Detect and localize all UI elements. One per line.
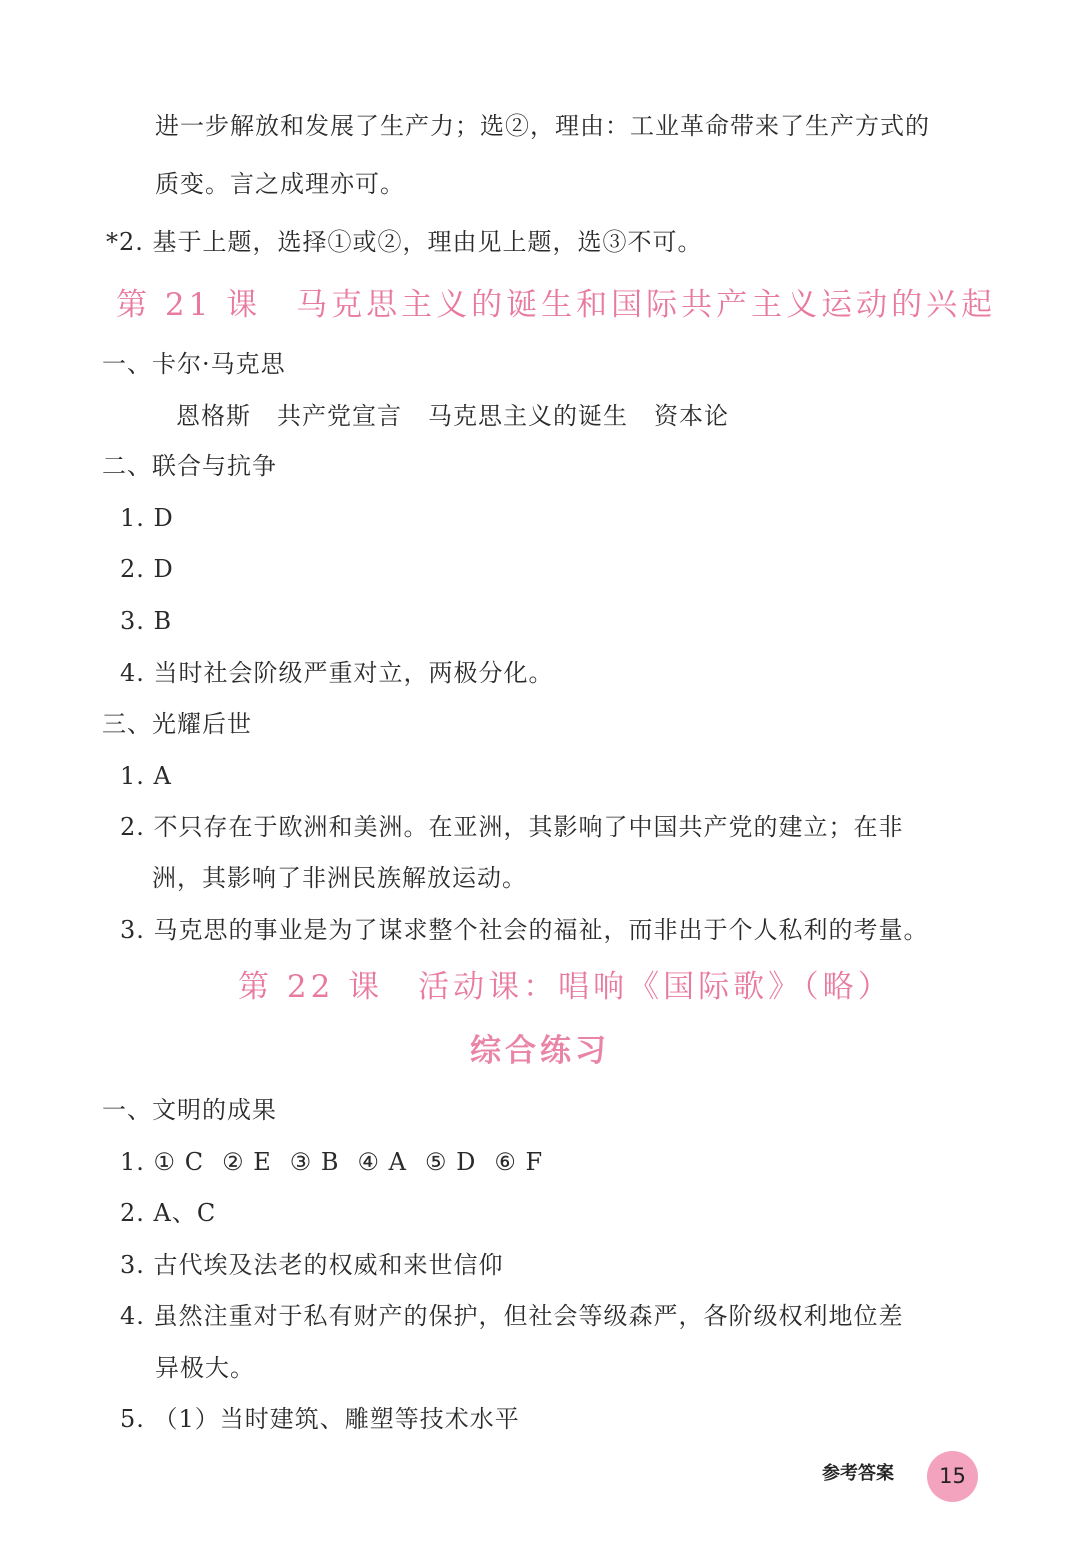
matching-answer: ⑤ D [425,1148,477,1176]
matching-answer: ① C [153,1148,205,1176]
section-heading: 一、卡尔·马克思 [102,350,286,378]
section-heading: 一、文明的成果 [102,1096,277,1124]
page-number-badge: 15 [927,1451,978,1502]
matching-answer: ② E [222,1148,272,1176]
answer-item: 1. D [120,504,174,532]
matching-answer: ⑥ F [494,1148,544,1176]
answer-item: 3. B [120,607,173,635]
answer-row [120,1146,543,1178]
answer-text-line: 质变。言之成理亦可。 [155,170,405,198]
answer-item: 4. 当时社会阶级严重对立，两极分化。 [120,659,554,687]
answer-item: 2. 不只存在于欧洲和美洲。在亚洲，其影响了中国共产党的建立；在非 [120,813,904,841]
footer-label: 参考答案 [822,1463,894,1484]
lesson-title: 第 22 课 活动课：唱响《国际歌》（略） [238,969,893,1005]
answer-item: 4. 虽然注重对于私有财产的保护，但社会等级森严，各阶级权利地位差 [120,1302,904,1330]
answer-row [176,400,729,432]
answer-term: 马克思主义的诞生 [428,402,628,430]
answer-number: 1. [120,1148,145,1176]
section-heading: 二、联合与抗争 [102,452,277,480]
answer-text-line: 进一步解放和发展了生产力；选②，理由：工业革命带来了生产方式的 [155,112,930,140]
lesson-title: 第 21 课 马克思主义的诞生和国际共产主义运动的兴起 [116,287,997,323]
matching-answer: ③ B [289,1148,340,1176]
answer-item: *2. 基于上题，选择①或②，理由见上题，选③不可。 [106,228,703,256]
answer-item: 2. A、C [120,1199,217,1227]
answer-item: 3. 古代埃及法老的权威和来世信仰 [120,1251,504,1279]
answer-term: 恩格斯 [176,402,251,430]
answer-item: 2. D [120,555,174,583]
answer-text-line: 洲，其影响了非洲民族解放运动。 [152,864,527,892]
answer-text-line: 异极大。 [155,1354,255,1382]
section-title: 综合练习 [470,1033,610,1069]
answer-item: 5. （1）当时建筑、雕塑等技术水平 [120,1405,520,1433]
section-heading: 三、光耀后世 [102,710,252,738]
answer-item: 1. A [120,762,172,790]
answer-term: 资本论 [654,402,729,430]
matching-answer: ④ A [357,1148,407,1176]
answer-item: 3. 马克思的事业是为了谋求整个社会的福祉，而非出于个人私利的考量。 [120,916,929,944]
answer-term: 共产党宣言 [277,402,402,430]
